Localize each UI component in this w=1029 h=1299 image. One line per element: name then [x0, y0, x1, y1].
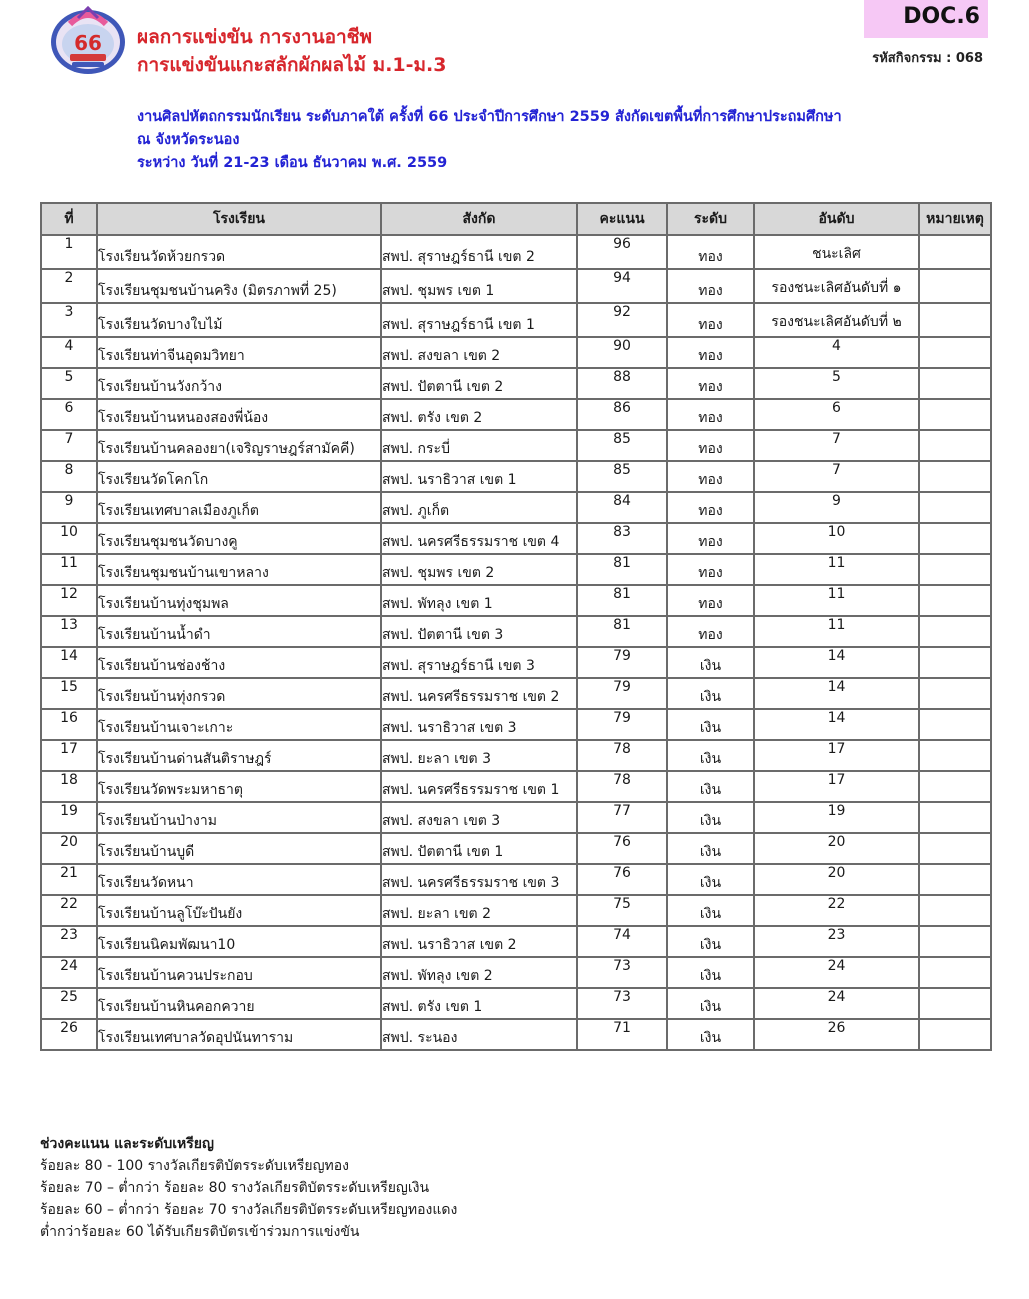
cell-affiliation: สพป. นครศรีธรรมราช เขต 3: [381, 864, 577, 895]
cell-school: โรงเรียนชุมชนบ้านเขาหลาง: [97, 554, 381, 585]
cell-no: 26: [41, 1019, 97, 1050]
cell-school: โรงเรียนบ้านหนองสองพี่น้อง: [97, 399, 381, 430]
table-row: [41, 1019, 991, 1050]
cell-remark: [919, 709, 991, 740]
cell-no: 19: [41, 802, 97, 833]
cell-school: โรงเรียนเทศบาลวัดอุปนันทาราม: [97, 1019, 381, 1050]
table-row: [41, 864, 991, 895]
doc-code-badge: DOC.6: [864, 0, 988, 38]
cell-score: 77: [577, 802, 667, 833]
cell-school: โรงเรียนบ้านด่านสันติราษฎร์: [97, 740, 381, 771]
table-row: [41, 895, 991, 926]
cell-level: เงิน: [667, 709, 754, 740]
cell-no: 7: [41, 430, 97, 461]
cell-school: โรงเรียนบ้านวังกว้าง: [97, 368, 381, 399]
cell-no: 10: [41, 523, 97, 554]
cell-rank: 6: [754, 399, 919, 430]
cell-school: โรงเรียนชุมชนวัดบางคู: [97, 523, 381, 554]
cell-level: เงิน: [667, 895, 754, 926]
cell-score: 79: [577, 678, 667, 709]
cell-affiliation: สพป. นราธิวาส เขต 2: [381, 926, 577, 957]
cell-level: ทอง: [667, 269, 754, 303]
cell-school: โรงเรียนชุมชนบ้านคริง (มิตรภาพที่ 25): [97, 269, 381, 303]
cell-remark: [919, 585, 991, 616]
cell-level: ทอง: [667, 492, 754, 523]
cell-score: 88: [577, 368, 667, 399]
cell-score: 73: [577, 988, 667, 1019]
cell-score: 71: [577, 1019, 667, 1050]
legend-line-participation: ต่ำกว่าร้อยละ 60 ได้รับเกียรติบัตรเข้าร่วมการแข่งขัน: [40, 1224, 360, 1240]
cell-score: 85: [577, 461, 667, 492]
cell-affiliation: สพป. สุราษฎร์ธานี เขต 3: [381, 647, 577, 678]
table-row: [41, 337, 991, 368]
cell-no: 1: [41, 235, 97, 269]
cell-no: 24: [41, 957, 97, 988]
cell-score: 81: [577, 554, 667, 585]
table-row: [41, 957, 991, 988]
cell-affiliation: สพป. สงขลา เขต 2: [381, 337, 577, 368]
page-subtitle: การแข่งขันแกะสลักผักผลไม้ ม.1-ม.3: [137, 54, 447, 76]
cell-rank: 10: [754, 523, 919, 554]
cell-no: 18: [41, 771, 97, 802]
legend-line-bronze: ร้อยละ 60 – ต่ำกว่า ร้อยละ 70 รางวัลเกียรติบัตรระดับเหรียญทองแดง: [40, 1202, 458, 1218]
cell-score: 90: [577, 337, 667, 368]
table-row: [41, 303, 991, 337]
cell-score: 76: [577, 833, 667, 864]
col-header-level: ระดับ: [667, 203, 754, 235]
cell-level: เงิน: [667, 647, 754, 678]
cell-no: 11: [41, 554, 97, 585]
cell-remark: [919, 833, 991, 864]
cell-school: โรงเรียนบ้านทุ่งกรวด: [97, 678, 381, 709]
cell-score: 73: [577, 957, 667, 988]
cell-score: 86: [577, 399, 667, 430]
cell-rank: 26: [754, 1019, 919, 1050]
cell-school: โรงเรียนบ้านบูดี: [97, 833, 381, 864]
table-row: [41, 802, 991, 833]
cell-level: เงิน: [667, 678, 754, 709]
table-row: [41, 678, 991, 709]
table-row: [41, 554, 991, 585]
cell-affiliation: สพป. ชุมพร เขต 1: [381, 269, 577, 303]
cell-no: 14: [41, 647, 97, 678]
col-header-rank: อันดับ: [754, 203, 919, 235]
cell-school: โรงเรียนบ้านเจาะเกาะ: [97, 709, 381, 740]
legend-title: ช่วงคะแนน และระดับเหรียญ: [40, 1136, 214, 1152]
cell-level: เงิน: [667, 740, 754, 771]
cell-remark: [919, 1019, 991, 1050]
event-logo: [48, 4, 128, 76]
cell-school: โรงเรียนบ้านควนประกอบ: [97, 957, 381, 988]
cell-score: 75: [577, 895, 667, 926]
cell-affiliation: สพป. สงขลา เขต 3: [381, 802, 577, 833]
cell-level: ทอง: [667, 616, 754, 647]
cell-remark: [919, 368, 991, 399]
cell-rank: 23: [754, 926, 919, 957]
cell-rank: 24: [754, 988, 919, 1019]
cell-affiliation: สพป. นครศรีธรรมราช เขต 1: [381, 771, 577, 802]
event-line-2: ณ จังหวัดระนอง: [137, 132, 240, 148]
cell-rank: รองชนะเลิศอันดับที่ ๒: [754, 303, 919, 337]
cell-rank: 14: [754, 709, 919, 740]
cell-score: 78: [577, 740, 667, 771]
cell-level: ทอง: [667, 368, 754, 399]
cell-affiliation: สพป. นครศรีธรรมราช เขต 4: [381, 523, 577, 554]
page-title: ผลการแข่งขัน การงานอาชีพ: [137, 26, 373, 48]
cell-school: โรงเรียนวัดพระมหาธาตุ: [97, 771, 381, 802]
cell-level: ทอง: [667, 554, 754, 585]
cell-rank: 7: [754, 461, 919, 492]
table-row: [41, 988, 991, 1019]
cell-school: โรงเรียนบ้านป่างาม: [97, 802, 381, 833]
cell-affiliation: สพป. ระนอง: [381, 1019, 577, 1050]
cell-affiliation: สพป. ชุมพร เขต 2: [381, 554, 577, 585]
cell-level: ทอง: [667, 337, 754, 368]
cell-remark: [919, 303, 991, 337]
cell-rank: 11: [754, 616, 919, 647]
cell-remark: [919, 802, 991, 833]
cell-score: 79: [577, 709, 667, 740]
cell-rank: 9: [754, 492, 919, 523]
cell-score: 78: [577, 771, 667, 802]
cell-score: 81: [577, 616, 667, 647]
cell-no: 8: [41, 461, 97, 492]
cell-no: 2: [41, 269, 97, 303]
cell-no: 20: [41, 833, 97, 864]
cell-remark: [919, 957, 991, 988]
cell-level: เงิน: [667, 833, 754, 864]
cell-rank: 14: [754, 647, 919, 678]
cell-score: 96: [577, 235, 667, 269]
cell-remark: [919, 430, 991, 461]
cell-affiliation: สพป. พัทลุง เขต 2: [381, 957, 577, 988]
cell-school: โรงเรียนบ้านคลองยา(เจริญราษฎร์สามัคคี): [97, 430, 381, 461]
table-row: [41, 399, 991, 430]
col-header-no: ที่: [41, 203, 97, 235]
cell-score: 94: [577, 269, 667, 303]
cell-level: เงิน: [667, 802, 754, 833]
cell-affiliation: สพป. นครศรีธรรมราช เขต 2: [381, 678, 577, 709]
table-header-row: [41, 203, 991, 235]
cell-affiliation: สพป. นราธิวาส เขต 3: [381, 709, 577, 740]
cell-score: 76: [577, 864, 667, 895]
cell-rank: 17: [754, 771, 919, 802]
cell-affiliation: สพป. ยะลา เขต 3: [381, 740, 577, 771]
cell-school: โรงเรียนวัดโคกโก: [97, 461, 381, 492]
cell-affiliation: สพป. พัทลุง เขต 1: [381, 585, 577, 616]
cell-school: โรงเรียนเทศบาลเมืองภูเก็ต: [97, 492, 381, 523]
cell-rank: 4: [754, 337, 919, 368]
table-row: [41, 492, 991, 523]
cell-level: เงิน: [667, 1019, 754, 1050]
medal-legend: [40, 1133, 457, 1243]
cell-remark: [919, 864, 991, 895]
table-row: [41, 585, 991, 616]
cell-rank: 5: [754, 368, 919, 399]
cell-rank: 24: [754, 957, 919, 988]
cell-level: เงิน: [667, 988, 754, 1019]
cell-school: โรงเรียนท่าจีนอุดมวิทยา: [97, 337, 381, 368]
cell-level: เงิน: [667, 864, 754, 895]
cell-rank: 14: [754, 678, 919, 709]
cell-level: ทอง: [667, 430, 754, 461]
cell-remark: [919, 988, 991, 1019]
cell-level: ทอง: [667, 585, 754, 616]
cell-affiliation: สพป. ภูเก็ต: [381, 492, 577, 523]
col-header-affiliation: สังกัด: [381, 203, 577, 235]
cell-affiliation: สพป. กระบี่: [381, 430, 577, 461]
cell-remark: [919, 399, 991, 430]
cell-rank: 11: [754, 585, 919, 616]
cell-no: 22: [41, 895, 97, 926]
cell-school: โรงเรียนบ้านหินคอกควาย: [97, 988, 381, 1019]
table-row: [41, 647, 991, 678]
cell-remark: [919, 235, 991, 269]
cell-no: 15: [41, 678, 97, 709]
activity-code: รหัสกิจกรรม : 068: [872, 51, 983, 66]
cell-remark: [919, 523, 991, 554]
cell-no: 9: [41, 492, 97, 523]
cell-score: 74: [577, 926, 667, 957]
cell-level: เงิน: [667, 926, 754, 957]
cell-rank: 11: [754, 554, 919, 585]
cell-rank: 7: [754, 430, 919, 461]
cell-score: 85: [577, 430, 667, 461]
cell-rank: 17: [754, 740, 919, 771]
cell-remark: [919, 492, 991, 523]
cell-score: 84: [577, 492, 667, 523]
cell-remark: [919, 269, 991, 303]
cell-school: โรงเรียนบ้านลูโบ๊ะปันยัง: [97, 895, 381, 926]
cell-score: 81: [577, 585, 667, 616]
cell-affiliation: สพป. นราธิวาส เขต 1: [381, 461, 577, 492]
cell-affiliation: สพป. ปัตตานี เขต 2: [381, 368, 577, 399]
cell-no: 13: [41, 616, 97, 647]
cell-school: โรงเรียนวัดบางใบไม้: [97, 303, 381, 337]
cell-remark: [919, 926, 991, 957]
cell-remark: [919, 616, 991, 647]
cell-level: ทอง: [667, 303, 754, 337]
cell-no: 17: [41, 740, 97, 771]
cell-no: 16: [41, 709, 97, 740]
table-row: [41, 523, 991, 554]
cell-school: โรงเรียนวัดหนา: [97, 864, 381, 895]
cell-remark: [919, 647, 991, 678]
table-row: [41, 269, 991, 303]
cell-remark: [919, 740, 991, 771]
table-row: [41, 926, 991, 957]
cell-rank: ชนะเลิศ: [754, 235, 919, 269]
cell-no: 6: [41, 399, 97, 430]
cell-score: 79: [577, 647, 667, 678]
results-table: [40, 202, 992, 1051]
cell-level: ทอง: [667, 461, 754, 492]
cell-no: 5: [41, 368, 97, 399]
col-header-school: โรงเรียน: [97, 203, 381, 235]
cell-no: 23: [41, 926, 97, 957]
cell-level: ทอง: [667, 399, 754, 430]
table-body: [41, 235, 991, 1050]
legend-line-silver: ร้อยละ 70 – ต่ำกว่า ร้อยละ 80 รางวัลเกียรติบัตรระดับเหรียญเงิน: [40, 1180, 430, 1196]
event-line-3: ระหว่าง วันที่ 21-23 เดือน ธันวาคม พ.ศ. 2559: [137, 155, 448, 171]
cell-no: 4: [41, 337, 97, 368]
table-row: [41, 709, 991, 740]
cell-rank: 22: [754, 895, 919, 926]
cell-affiliation: สพป. ตรัง เขต 1: [381, 988, 577, 1019]
cell-no: 25: [41, 988, 97, 1019]
table-row: [41, 461, 991, 492]
cell-rank: 20: [754, 864, 919, 895]
table-row: [41, 833, 991, 864]
cell-remark: [919, 895, 991, 926]
table-row: [41, 771, 991, 802]
table-row: [41, 430, 991, 461]
cell-no: 12: [41, 585, 97, 616]
cell-school: โรงเรียนบ้านช่องช้าง: [97, 647, 381, 678]
table-row: [41, 235, 991, 269]
cell-level: เงิน: [667, 771, 754, 802]
cell-affiliation: สพป. สุราษฎร์ธานี เขต 1: [381, 303, 577, 337]
cell-remark: [919, 771, 991, 802]
cell-no: 21: [41, 864, 97, 895]
event-line-1: งานศิลปหัตถกรรมนักเรียน ระดับภาคใต้ ครั้งที่ 66 ประจำปีการศึกษา 2559 สังกัดเขตพื้นที่การศึกษาประถมศึกษา: [137, 109, 842, 125]
cell-score: 83: [577, 523, 667, 554]
cell-rank: รองชนะเลิศอันดับที่ ๑: [754, 269, 919, 303]
cell-school: โรงเรียนนิคมพัฒนา10: [97, 926, 381, 957]
cell-school: โรงเรียนบ้านทุ่งชุมพล: [97, 585, 381, 616]
col-header-remark: หมายเหตุ: [919, 203, 991, 235]
logo-number: 66: [74, 31, 102, 55]
cell-remark: [919, 461, 991, 492]
cell-level: ทอง: [667, 523, 754, 554]
cell-no: 3: [41, 303, 97, 337]
cell-rank: 19: [754, 802, 919, 833]
cell-rank: 20: [754, 833, 919, 864]
cell-affiliation: สพป. สุราษฎร์ธานี เขต 2: [381, 235, 577, 269]
cell-remark: [919, 337, 991, 368]
cell-remark: [919, 554, 991, 585]
cell-affiliation: สพป. ปัตตานี เขต 3: [381, 616, 577, 647]
table-row: [41, 368, 991, 399]
table-row: [41, 740, 991, 771]
cell-affiliation: สพป. ตรัง เขต 2: [381, 399, 577, 430]
cell-affiliation: สพป. ยะลา เขต 2: [381, 895, 577, 926]
cell-school: โรงเรียนบ้านน้ำดำ: [97, 616, 381, 647]
cell-level: ทอง: [667, 235, 754, 269]
cell-affiliation: สพป. ปัตตานี เขต 1: [381, 833, 577, 864]
cell-score: 92: [577, 303, 667, 337]
table-row: [41, 616, 991, 647]
cell-remark: [919, 678, 991, 709]
cell-school: โรงเรียนวัดห้วยกรวด: [97, 235, 381, 269]
col-header-score: คะแนน: [577, 203, 667, 235]
cell-level: เงิน: [667, 957, 754, 988]
legend-line-gold: ร้อยละ 80 - 100 รางวัลเกียรติบัตรระดับเหรียญทอง: [40, 1158, 350, 1174]
